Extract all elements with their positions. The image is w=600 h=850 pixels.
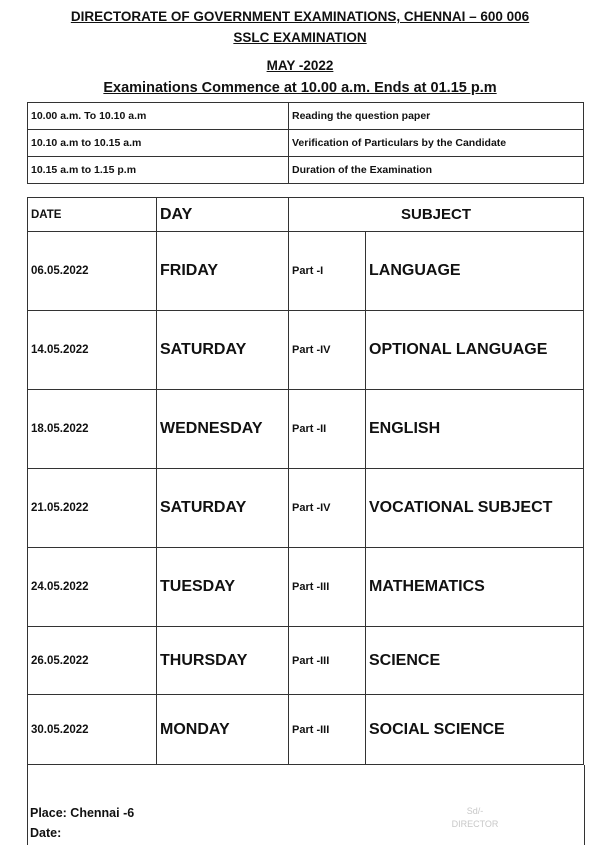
exam-part: Part -III: [289, 627, 366, 695]
schedule-table: [27, 197, 584, 765]
signature-mark: Sd/-: [466, 806, 484, 816]
exam-subject: VOCATIONAL SUBJECT: [366, 469, 584, 548]
timing-time: 10.00 a.m. To 10.10 a.m: [28, 103, 289, 130]
signature-block: [445, 805, 505, 831]
directorate-title: DIRECTORATE OF GOVERNMENT EXAMINATIONS, CHENNAI – 600 006: [70, 9, 530, 24]
exam-subject: OPTIONAL LANGUAGE: [366, 311, 584, 390]
exam-date: 14.05.2022: [28, 311, 157, 390]
timing-activity: Reading the question paper: [289, 103, 584, 130]
exam-timing-summary: Examinations Commence at 10.00 a.m. Ends at 01.15 p.m: [103, 80, 497, 96]
exam-date: 26.05.2022: [28, 627, 157, 695]
table-row: [28, 695, 584, 765]
page-frame-right: [584, 765, 585, 845]
exam-part: Part -III: [289, 548, 366, 627]
table-row: [28, 627, 584, 695]
exam-day: SATURDAY: [157, 469, 289, 548]
page-frame-left: [27, 765, 28, 845]
timing-activity: Duration of the Examination: [289, 157, 584, 184]
exam-part: Part -III: [289, 695, 366, 765]
exam-part: Part -IV: [289, 469, 366, 548]
timing-row: [28, 103, 584, 130]
exam-day: MONDAY: [157, 695, 289, 765]
exam-day: WEDNESDAY: [157, 390, 289, 469]
table-row: [28, 548, 584, 627]
timing-time: 10.15 a.m to 1.15 p.m: [28, 157, 289, 184]
exam-part: Part -II: [289, 390, 366, 469]
exam-subject: ENGLISH: [366, 390, 584, 469]
day-column-header: DAY: [157, 198, 289, 232]
timing-time: 10.10 a.m to 10.15 a.m: [28, 130, 289, 157]
table-row: [28, 311, 584, 390]
exam-date: 06.05.2022: [28, 232, 157, 311]
exam-day: THURSDAY: [157, 627, 289, 695]
timing-row: [28, 157, 584, 184]
timing-row: [28, 130, 584, 157]
exam-day: SATURDAY: [157, 311, 289, 390]
date-label: Date:: [30, 826, 62, 840]
exam-date: 18.05.2022: [28, 390, 157, 469]
table-row: [28, 390, 584, 469]
exam-month: MAY -2022: [266, 58, 334, 73]
exam-date: 21.05.2022: [28, 469, 157, 548]
table-row: [28, 469, 584, 548]
exam-subject: SCIENCE: [366, 627, 584, 695]
exam-date: 30.05.2022: [28, 695, 157, 765]
exam-part: Part -I: [289, 232, 366, 311]
signature-title: DIRECTOR: [451, 819, 499, 829]
schedule-header-row: [28, 198, 584, 232]
subject-column-header: SUBJECT: [289, 198, 584, 232]
date-column-header: DATE: [28, 198, 157, 232]
exam-day: TUESDAY: [157, 548, 289, 627]
place-label: Place: Chennai -6: [30, 806, 135, 820]
exam-date: 24.05.2022: [28, 548, 157, 627]
exam-subject: MATHEMATICS: [366, 548, 584, 627]
timing-table: [27, 102, 584, 184]
exam-subject: SOCIAL SCIENCE: [366, 695, 584, 765]
exam-title: SSLC EXAMINATION: [233, 30, 367, 45]
timing-activity: Verification of Particulars by the Candidate: [289, 130, 584, 157]
exam-part: Part -IV: [289, 311, 366, 390]
table-row: [28, 232, 584, 311]
exam-subject: LANGUAGE: [366, 232, 584, 311]
exam-day: FRIDAY: [157, 232, 289, 311]
